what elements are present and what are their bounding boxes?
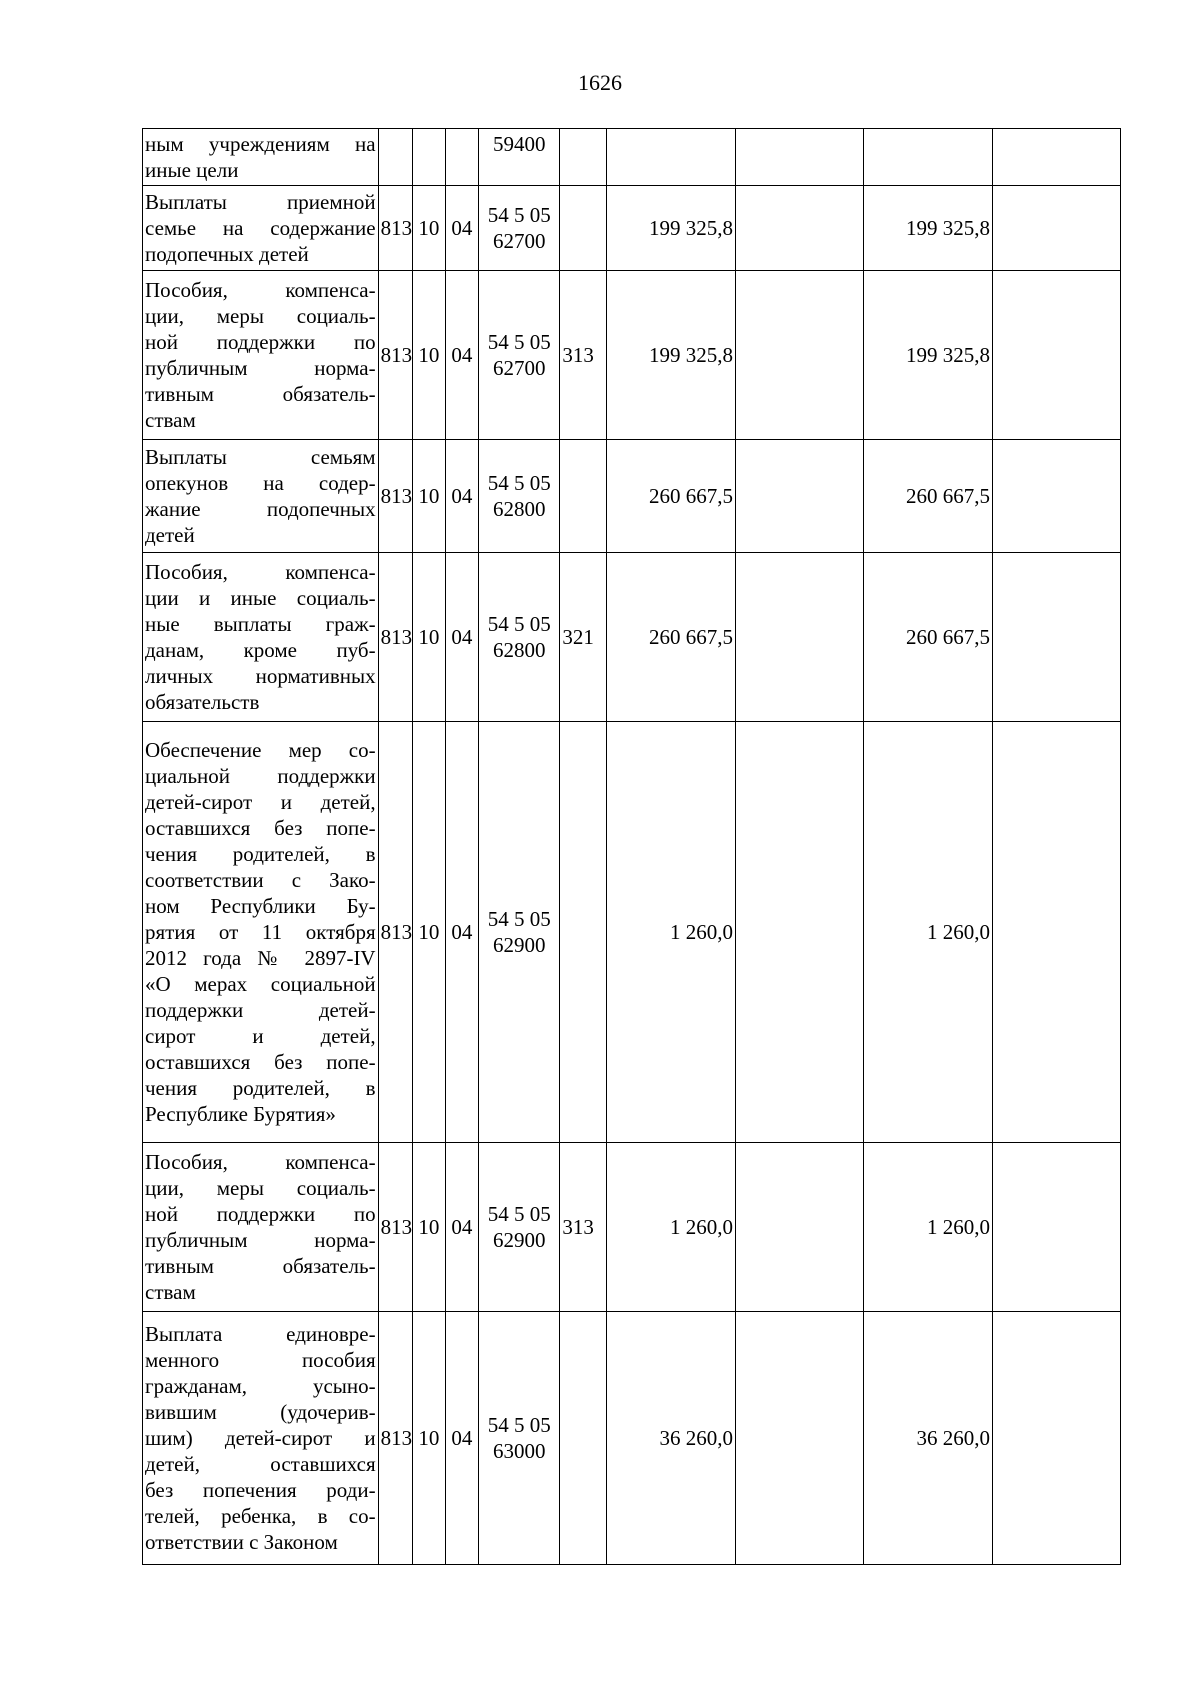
expense-name-line: Выплата единовре- — [145, 1322, 376, 1346]
section-code-cell: 10 — [413, 722, 445, 1143]
expense-type-code-cell — [560, 1312, 607, 1565]
target-article-code-line: 62900 — [492, 933, 546, 957]
expense-name-line: менного пособия — [145, 1348, 376, 1372]
expense-name-line: опекунов на содер- — [145, 471, 376, 495]
expense-name-line: ции, меры социаль- — [145, 304, 376, 328]
expense-name-line: ной поддержки по — [145, 330, 376, 354]
target-article-code-line: 63000 — [492, 1439, 546, 1463]
expense-type-code-cell — [560, 186, 607, 271]
expense-name-line: рятия от 11 октября — [145, 920, 376, 944]
target-article-code-line: 62700 — [492, 356, 546, 380]
expense-name-line: детей — [145, 523, 195, 547]
expense-type-code-cell — [560, 722, 607, 1143]
expense-name-line: детей-сирот и детей, — [145, 790, 376, 814]
amount-cell: 36 260,0 — [863, 1312, 992, 1565]
ministry-code-cell: 813 — [378, 722, 413, 1143]
expense-name-line: тивным обязатель- — [145, 382, 376, 406]
expense-name-line: ствам — [145, 408, 196, 432]
expense-name-line: ответствии с Законом — [145, 1530, 338, 1554]
amount-cell: 1 260,0 — [863, 1143, 992, 1312]
subsection-code-cell: 04 — [445, 440, 479, 553]
table-row — [143, 722, 1121, 1143]
expense-type-code-cell — [560, 129, 607, 186]
ministry-code-cell: 813 — [378, 553, 413, 722]
section-code-cell — [413, 129, 445, 186]
amount-cell — [992, 722, 1120, 1143]
amount-cell — [992, 129, 1120, 186]
expense-name-line: ным учреждениям на — [145, 132, 376, 156]
amount-cell — [992, 186, 1120, 271]
expense-name-line: поддержки детей- — [145, 998, 376, 1022]
expense-name-cell — [143, 1143, 379, 1312]
table-row — [143, 129, 1121, 186]
amount-cell — [736, 722, 864, 1143]
expense-name-line: данам, кроме пуб- — [145, 638, 376, 662]
expense-name-line: Обеспечение мер со- — [145, 738, 376, 762]
target-article-code-line: 54 5 05 — [487, 612, 551, 636]
expense-name-line: без попечения роди- — [145, 1478, 376, 1502]
subsection-code-cell: 04 — [445, 271, 479, 440]
amount-cell: 260 667,5 — [863, 440, 992, 553]
expense-name-line: телей, ребенка, в со- — [145, 1504, 376, 1528]
expense-name-cell — [143, 129, 379, 186]
page-number: 1626 — [578, 70, 622, 95]
amount-cell — [736, 1312, 864, 1565]
target-article-code-line: 54 5 05 — [487, 330, 551, 354]
section-code-cell: 10 — [413, 186, 445, 271]
expense-name-line: сирот и детей, — [145, 1024, 376, 1048]
expense-name-cell — [143, 186, 379, 271]
target-article-code-cell — [479, 1143, 560, 1312]
target-article-code-cell — [479, 129, 560, 186]
target-article-code-line: 62800 — [492, 497, 546, 521]
expense-name-line: жание подопечных — [145, 497, 376, 521]
subsection-code-cell: 04 — [445, 722, 479, 1143]
table-row — [143, 271, 1121, 440]
subsection-code-cell: 04 — [445, 1143, 479, 1312]
expense-name-cell — [143, 440, 379, 553]
expense-name-line: тивным обязатель- — [145, 1254, 376, 1278]
target-article-code-line: 54 5 05 — [487, 203, 551, 227]
table-row — [143, 1143, 1121, 1312]
expense-name-line: Пособия, компенса- — [145, 1150, 376, 1174]
expense-name-line: 2012 года № 2897-IV — [145, 946, 376, 970]
expense-name-line: ном Республики Бу- — [145, 894, 376, 918]
amount-cell — [607, 129, 736, 186]
target-article-code-cell — [479, 722, 560, 1143]
subsection-code-cell: 04 — [445, 553, 479, 722]
expense-name-cell — [143, 553, 379, 722]
ministry-code-cell: 813 — [378, 1312, 413, 1565]
expense-type-code-cell: 313 — [560, 271, 607, 440]
expense-type-code-cell: 313 — [560, 1143, 607, 1312]
expense-name-line: публичным норма- — [145, 1228, 376, 1252]
amount-cell — [992, 553, 1120, 722]
expense-name-line: вившим (удочерив- — [145, 1400, 376, 1424]
expense-name-line: Пособия, компенса- — [145, 560, 376, 584]
ministry-code-cell: 813 — [378, 271, 413, 440]
target-article-code-line: 54 5 05 — [487, 471, 551, 495]
amount-cell — [736, 186, 864, 271]
section-code-cell: 10 — [413, 553, 445, 722]
expense-name-line: ствам — [145, 1280, 196, 1304]
expense-name-line: обязательств — [145, 690, 260, 714]
expense-name-line: «О мерах социальной — [145, 972, 376, 996]
expense-name-line: шим) детей-сирот и — [145, 1426, 376, 1450]
table-row — [143, 440, 1121, 553]
expense-name-cell — [143, 271, 379, 440]
expense-name-line: личных нормативных — [145, 664, 376, 688]
target-article-code-cell — [479, 440, 560, 553]
target-article-code-line: 54 5 05 — [487, 907, 551, 931]
expense-name-line: гражданам, усыно- — [145, 1374, 376, 1398]
subsection-code-cell — [445, 129, 479, 186]
amount-cell — [863, 129, 992, 186]
amount-cell: 199 325,8 — [607, 186, 736, 271]
expense-name-line: публичным норма- — [145, 356, 376, 380]
target-article-code-line: 62700 — [492, 229, 546, 253]
amount-cell — [736, 440, 864, 553]
section-code-cell: 10 — [413, 440, 445, 553]
expense-type-code-cell: 321 — [560, 553, 607, 722]
ministry-code-cell — [378, 129, 413, 186]
expense-name-line: соответствии с Зако- — [145, 868, 376, 892]
amount-cell: 1 260,0 — [607, 1143, 736, 1312]
amount-cell: 199 325,8 — [607, 271, 736, 440]
expense-name-line: оставшихся без попе- — [145, 816, 376, 840]
amount-cell: 199 325,8 — [863, 271, 992, 440]
expense-name-line: ной поддержки по — [145, 1202, 376, 1226]
expense-type-code-cell — [560, 440, 607, 553]
amount-cell: 199 325,8 — [863, 186, 992, 271]
target-article-code-line: 62900 — [492, 1228, 546, 1252]
expense-name-line: ные выплаты граж- — [145, 612, 376, 636]
amount-cell — [736, 1143, 864, 1312]
amount-cell — [736, 129, 864, 186]
expense-name-line: Выплаты приемной — [145, 190, 376, 214]
target-article-code-cell — [479, 553, 560, 722]
table-row — [143, 1312, 1121, 1565]
expense-name-cell — [143, 1312, 379, 1565]
expense-name-line: Пособия, компенса- — [145, 278, 376, 302]
subsection-code-cell: 04 — [445, 1312, 479, 1565]
amount-cell: 260 667,5 — [863, 553, 992, 722]
expense-name-line: детей, оставшихся — [145, 1452, 376, 1476]
expense-name-line: чения родителей, в — [145, 842, 376, 866]
amount-cell — [992, 440, 1120, 553]
expense-name-line: подопечных детей — [145, 242, 309, 266]
amount-cell: 260 667,5 — [607, 440, 736, 553]
ministry-code-cell: 813 — [378, 186, 413, 271]
ministry-code-cell: 813 — [378, 440, 413, 553]
amount-cell: 1 260,0 — [607, 722, 736, 1143]
amount-cell — [992, 1312, 1120, 1565]
expense-name-line: ции, меры социаль- — [145, 1176, 376, 1200]
amount-cell — [992, 271, 1120, 440]
target-article-code-line: 59400 — [492, 132, 546, 156]
expense-name-line: оставшихся без попе- — [145, 1050, 376, 1074]
expense-name-line: семье на содержание — [145, 216, 376, 240]
expense-name-line: Выплаты семьям — [145, 445, 376, 469]
budget-table — [142, 128, 1121, 1565]
expense-name-cell — [143, 722, 379, 1143]
target-article-code-cell — [479, 186, 560, 271]
expense-name-line: ции и иные социаль- — [145, 586, 376, 610]
ministry-code-cell: 813 — [378, 1143, 413, 1312]
subsection-code-cell: 04 — [445, 186, 479, 271]
amount-cell: 260 667,5 — [607, 553, 736, 722]
expense-name-line: иные цели — [145, 158, 239, 182]
table-row — [143, 186, 1121, 271]
expense-name-line: чения родителей, в — [145, 1076, 376, 1100]
amount-cell — [992, 1143, 1120, 1312]
amount-cell: 36 260,0 — [607, 1312, 736, 1565]
section-code-cell: 10 — [413, 1143, 445, 1312]
amount-cell — [736, 553, 864, 722]
target-article-code-cell — [479, 1312, 560, 1565]
section-code-cell: 10 — [413, 271, 445, 440]
amount-cell — [736, 271, 864, 440]
target-article-code-cell — [479, 271, 560, 440]
table-row — [143, 553, 1121, 722]
target-article-code-line: 54 5 05 — [487, 1413, 551, 1437]
target-article-code-line: 54 5 05 — [487, 1202, 551, 1226]
target-article-code-line: 62800 — [492, 638, 546, 662]
amount-cell: 1 260,0 — [863, 722, 992, 1143]
section-code-cell: 10 — [413, 1312, 445, 1565]
expense-name-line: Республике Бурятия» — [145, 1102, 336, 1126]
expense-name-line: циальной поддержки — [145, 764, 376, 788]
